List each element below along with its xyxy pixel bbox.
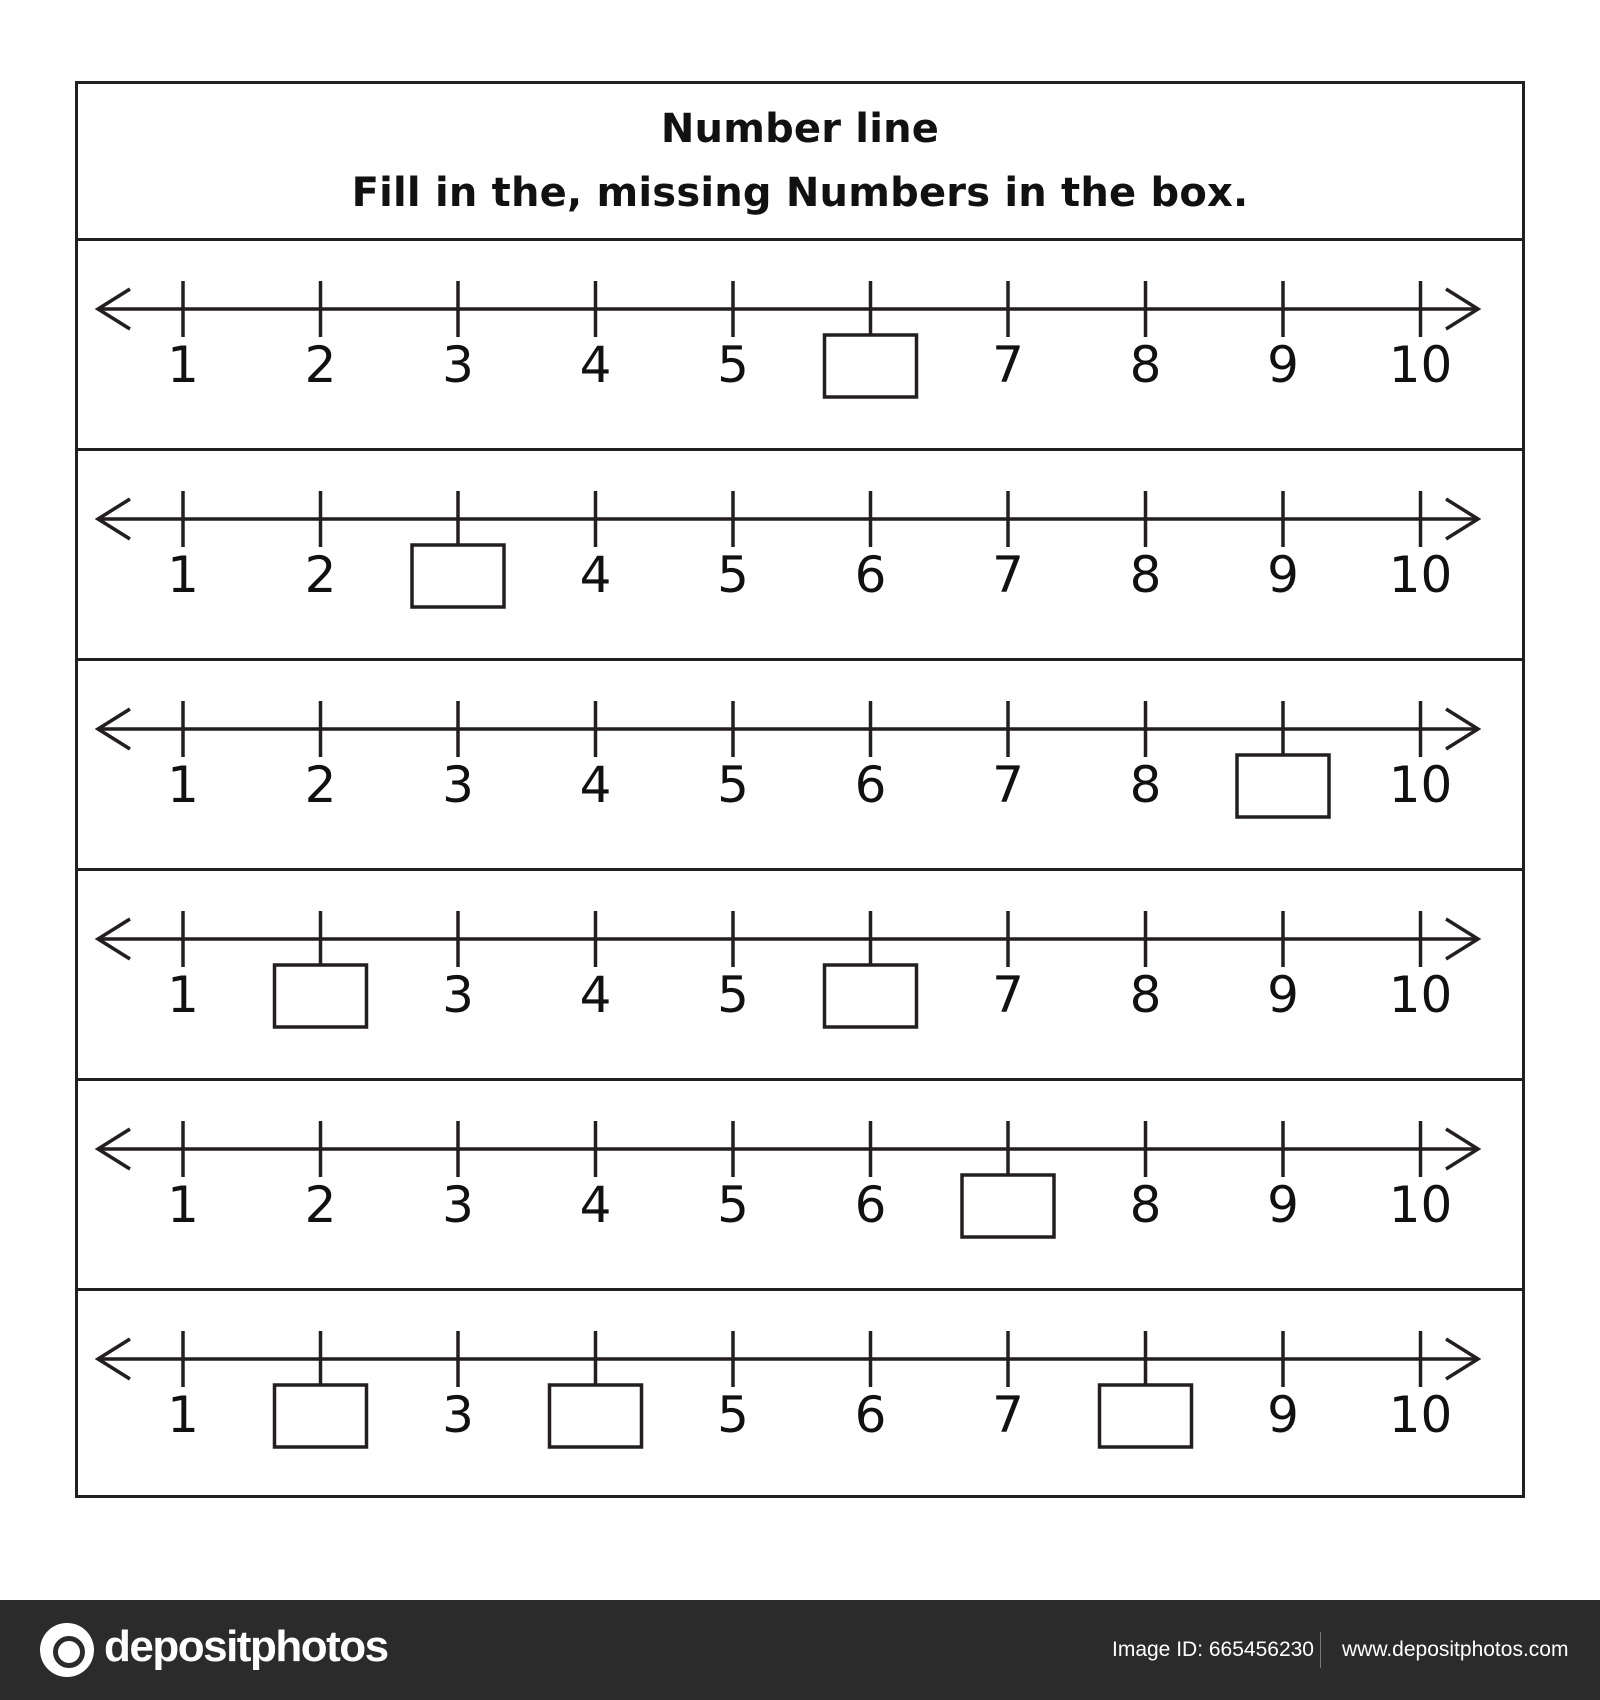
tick-label: 7 [992, 546, 1024, 604]
tick-label: 6 [854, 546, 887, 604]
tick-label: 5 [717, 546, 749, 604]
answer-box[interactable] [275, 1385, 367, 1447]
worksheet-header [78, 84, 1522, 241]
tick-label: 8 [1129, 1176, 1162, 1234]
tick-label: 8 [1129, 546, 1162, 604]
tick-label: 5 [717, 756, 749, 814]
tick-label: 5 [717, 966, 749, 1024]
tick-label: 10 [1388, 546, 1453, 604]
answer-box[interactable] [550, 1385, 642, 1447]
worksheet [75, 81, 1525, 1498]
tick-label: 3 [442, 1386, 474, 1444]
tick-label: 9 [1267, 1386, 1299, 1444]
tick-label: 10 [1388, 1176, 1453, 1234]
tick-label: 3 [442, 1176, 474, 1234]
number-line-row [78, 871, 1522, 1081]
tick-label: 4 [579, 756, 612, 814]
number-line [78, 241, 1522, 451]
footer-divider [1320, 1632, 1321, 1668]
answer-box[interactable] [412, 545, 504, 607]
answer-box[interactable] [1237, 755, 1329, 817]
number-line-row [78, 1291, 1522, 1501]
number-line [78, 871, 1522, 1081]
answer-box[interactable] [825, 335, 917, 397]
number-line [78, 661, 1522, 871]
number-line [78, 1291, 1522, 1501]
tick-label: 5 [717, 336, 749, 394]
site-url: www.depositphotos.com [1342, 1638, 1569, 1661]
answer-box[interactable] [825, 965, 917, 1027]
worksheet-title: Number line [660, 106, 940, 152]
tick-label: 10 [1388, 336, 1453, 394]
tick-label: 5 [717, 1176, 749, 1234]
tick-label: 4 [579, 966, 612, 1024]
tick-label: 6 [854, 756, 887, 814]
tick-label: 7 [992, 966, 1024, 1024]
tick-label: 8 [1129, 336, 1162, 394]
tick-label: 10 [1388, 756, 1453, 814]
number-line-row [78, 1081, 1522, 1291]
tick-label: 1 [167, 1176, 199, 1234]
image-id: Image ID: 665456230 [1112, 1638, 1314, 1661]
tick-label: 10 [1388, 1386, 1453, 1444]
answer-box[interactable] [1100, 1385, 1192, 1447]
tick-label: 2 [304, 336, 337, 394]
tick-label: 2 [304, 756, 337, 814]
tick-label: 8 [1129, 966, 1162, 1024]
tick-label: 10 [1388, 966, 1453, 1024]
answer-box[interactable] [962, 1175, 1054, 1237]
tick-label: 1 [167, 546, 199, 604]
number-line-row [78, 241, 1522, 451]
tick-label: 2 [304, 1176, 337, 1234]
camera-logo-icon [40, 1623, 94, 1677]
tick-label: 7 [992, 336, 1024, 394]
number-line [78, 451, 1522, 661]
tick-label: 2 [304, 546, 337, 604]
tick-label: 4 [579, 336, 612, 394]
tick-label: 9 [1267, 336, 1299, 394]
tick-label: 1 [167, 756, 199, 814]
tick-label: 1 [167, 1386, 199, 1444]
worksheet-instruction: Fill in the, missing Numbers in the box. [351, 170, 1249, 216]
tick-label: 9 [1267, 966, 1299, 1024]
tick-label: 4 [579, 1176, 612, 1234]
tick-label: 3 [442, 966, 474, 1024]
number-line-row [78, 661, 1522, 871]
tick-label: 7 [992, 1386, 1024, 1444]
number-line-row [78, 451, 1522, 661]
number-line [78, 1081, 1522, 1291]
tick-label: 1 [167, 966, 199, 1024]
tick-label: 8 [1129, 756, 1162, 814]
tick-label: 9 [1267, 546, 1299, 604]
tick-label: 3 [442, 756, 474, 814]
tick-label: 9 [1267, 1176, 1299, 1234]
footer-bar [0, 1600, 1600, 1700]
tick-label: 6 [854, 1386, 887, 1444]
tick-label: 7 [992, 756, 1024, 814]
answer-box[interactable] [275, 965, 367, 1027]
tick-label: 5 [717, 1386, 749, 1444]
tick-label: 4 [579, 546, 612, 604]
brand-name: depositphotos [104, 1622, 388, 1671]
tick-label: 3 [442, 336, 474, 394]
tick-label: 6 [854, 1176, 887, 1234]
tick-label: 1 [167, 336, 199, 394]
